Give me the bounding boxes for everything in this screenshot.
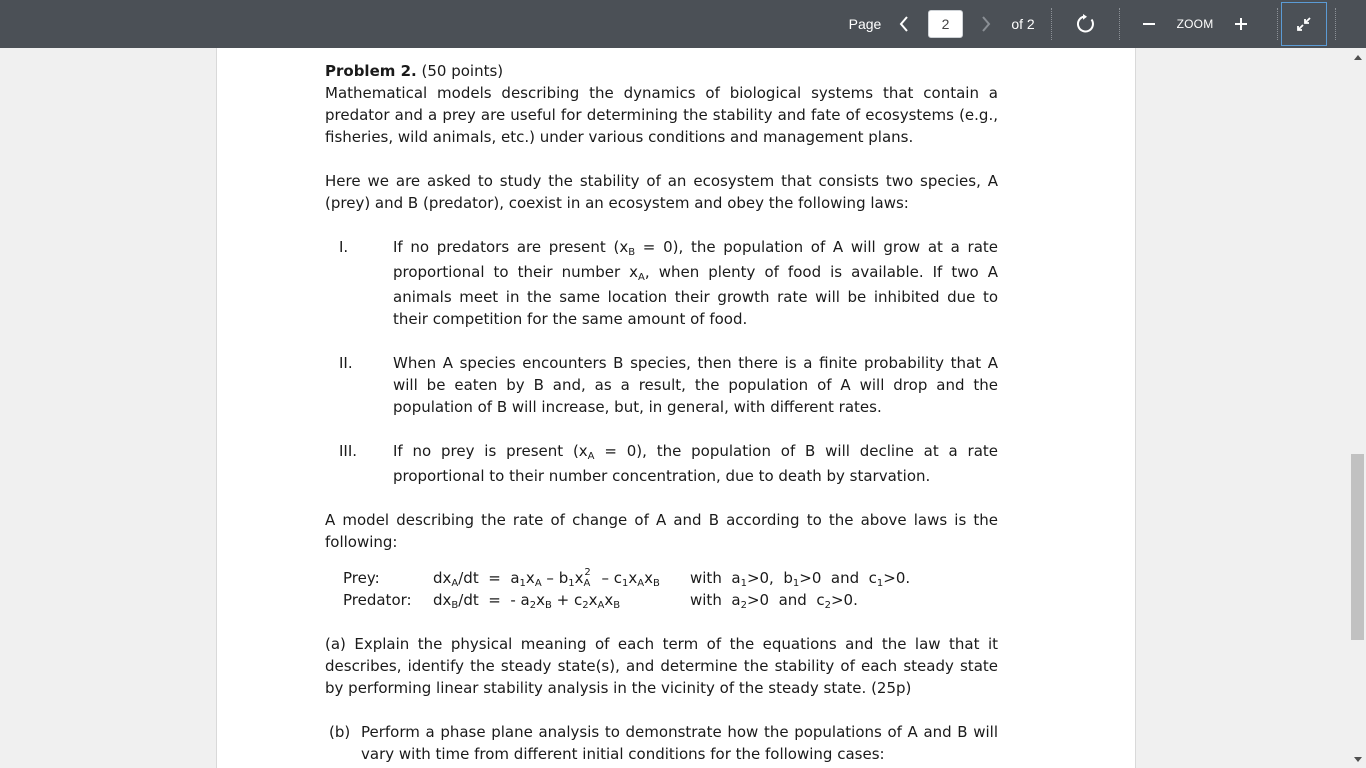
scroll-up-button[interactable] xyxy=(1349,50,1366,64)
problem-points: (50 points) xyxy=(416,62,504,80)
predator-condition: with $a_2>0$ and $c_2>0$. xyxy=(690,591,858,611)
viewer-toolbar xyxy=(0,0,1366,48)
scroll-down-button[interactable] xyxy=(1349,752,1366,766)
law-item: I. If no predators are present $(x_B = 0)$, the population of A will grow at a rate proportional to their number $x_A$, when plenty of food is available. If two A animals meet in the same location their growth rate will be inhibited due to their competition for the same amount of food. xyxy=(339,238,998,328)
problem-title: Problem 2. xyxy=(325,62,417,80)
exit-fullscreen-button[interactable] xyxy=(1281,2,1327,46)
rotate-button[interactable] xyxy=(1070,0,1102,48)
chevron-left-icon xyxy=(898,15,910,33)
model-intro-paragraph: A model describing the rate of change of A and B according to the above laws is the following: xyxy=(325,511,998,551)
law-item: II. When A species encounters B species, then there is a finite probability that A will be eaten by B and, as a result, the population of A will drop and the population of B will increase, but, in general, with different rates. xyxy=(339,354,998,416)
arrow-down-icon xyxy=(1354,757,1362,762)
rotate-icon xyxy=(1075,13,1097,35)
law-number: III. xyxy=(339,442,358,460)
zoom-in-button[interactable] xyxy=(1228,0,1254,48)
law-item: III. If no prey is present $(x_A = 0)$, the population of B will decline at a rate proportional to their number concentration, due to death by starvation. xyxy=(339,442,998,485)
prey-label: Prey: xyxy=(343,569,380,587)
prey-equation-row xyxy=(325,567,998,589)
document-page xyxy=(216,48,1136,768)
vertical-scrollbar[interactable] xyxy=(1349,48,1366,768)
law-number: I. xyxy=(339,238,349,256)
page-label: Page xyxy=(848,16,882,32)
part-b-label: (b) xyxy=(329,723,351,741)
zoom-label: ZOOM xyxy=(1176,17,1214,31)
toolbar-divider xyxy=(1051,8,1052,40)
part-a-paragraph: (a) Explain the physical meaning of each term of the equations and the law that it describes, identify the steady state(s), and determine the stability of each steady state by performing linear stability analysis in the vicinity of the steady state. (25p) xyxy=(325,635,998,697)
part-b-paragraph: (b) Perform a phase plane analysis to demonstrate how the populations of A and B will vary with time from different initial conditions for the following cases: xyxy=(329,723,998,763)
plus-icon xyxy=(1233,16,1249,32)
problem-heading xyxy=(325,60,998,82)
predator-equation: $dx_B/dt$ = - $a_2x_B + c_2x_Ax_B$ xyxy=(433,591,621,611)
page-count: of 2 xyxy=(1011,16,1035,32)
predator-label: Predator: xyxy=(343,591,412,609)
chevron-right-icon xyxy=(980,15,992,33)
next-page-button[interactable] xyxy=(974,0,998,48)
intro-paragraph: Mathematical models describing the dynamics of biological systems that contain a predator and a prey are useful for determining the stability and fate of ecosystems (e.g., fisheries, wild animals, etc.) under various conditions and management plans. xyxy=(325,84,998,146)
zoom-out-button[interactable] xyxy=(1136,0,1162,48)
prey-equation: $dx_A/dt = a_1x_A - b_1x_A^2 - c_1x_Ax_B$ xyxy=(433,567,660,589)
law-number: II. xyxy=(339,354,353,372)
collapse-icon xyxy=(1295,15,1313,33)
predator-equation-row xyxy=(325,589,998,611)
page-content xyxy=(325,60,998,765)
arrow-up-icon xyxy=(1354,55,1362,60)
prey-condition: with $a_1>0$, $b_1>0$ and $c_1>0$. xyxy=(690,569,911,589)
scroll-thumb[interactable] xyxy=(1351,454,1364,640)
previous-page-button[interactable] xyxy=(892,0,916,48)
page-number-input[interactable] xyxy=(928,10,963,38)
toolbar-divider xyxy=(1119,8,1120,40)
toolbar-divider xyxy=(1277,8,1278,40)
toolbar-divider xyxy=(1335,8,1336,40)
minus-icon xyxy=(1141,16,1157,32)
laws-intro-paragraph: Here we are asked to study the stability of an ecosystem that consists two species, A (prey) and B (predator), coexist in an ecosystem and obey the following laws: xyxy=(325,172,998,212)
